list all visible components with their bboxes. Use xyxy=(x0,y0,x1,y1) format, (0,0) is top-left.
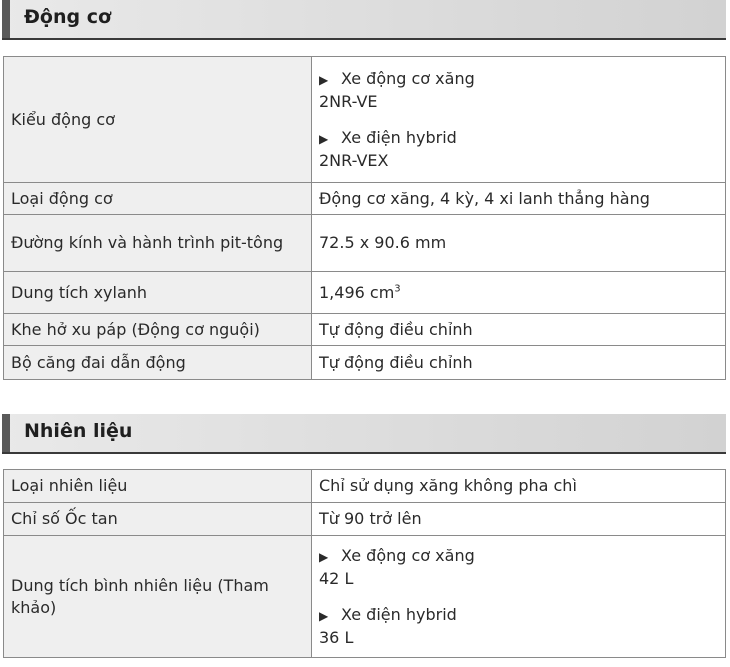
table-row xyxy=(4,183,726,215)
engine-spec-table xyxy=(3,56,726,380)
variant-label: Xe điện hybrid xyxy=(341,127,457,147)
row-label: Bộ căng đai dẫn động xyxy=(4,346,312,380)
row-label: Loại nhiên liệu xyxy=(4,470,312,503)
engine-code: 2NR-VEX xyxy=(319,150,389,170)
row-label: Đường kính và hành trình pit-tông xyxy=(4,215,312,272)
table-row xyxy=(4,470,726,503)
fuel-section-header xyxy=(2,414,726,454)
row-value xyxy=(312,272,726,314)
row-value: Tự động điều chỉnh xyxy=(312,346,726,380)
variant-label: Xe động cơ xăng xyxy=(341,545,475,565)
table-row xyxy=(4,314,726,346)
row-value xyxy=(312,536,726,658)
table-row xyxy=(4,503,726,536)
table-row xyxy=(4,57,726,183)
row-value: Động cơ xăng, 4 kỳ, 4 xi lanh thẳng hàng xyxy=(312,183,726,215)
table-row xyxy=(4,346,726,380)
engine-section-header xyxy=(2,0,726,40)
variant-label: Xe động cơ xăng xyxy=(341,68,475,88)
section-marker xyxy=(2,414,10,452)
section-marker xyxy=(2,0,10,38)
engine-code: 2NR-VE xyxy=(319,91,378,111)
play-arrow-icon: ▶ xyxy=(319,131,329,146)
play-arrow-icon: ▶ xyxy=(319,72,329,87)
row-value: Tự động điều chỉnh xyxy=(312,314,726,346)
row-value: Chỉ sử dụng xăng không pha chì xyxy=(312,470,726,503)
play-arrow-icon: ▶ xyxy=(319,608,329,623)
tank-capacity: 42 L xyxy=(319,568,354,588)
play-arrow-icon: ▶ xyxy=(319,549,329,564)
row-value: Từ 90 trở lên xyxy=(312,503,726,536)
variant-label: Xe điện hybrid xyxy=(341,604,457,624)
unit-superscript: 3 xyxy=(394,283,401,295)
table-row xyxy=(4,536,726,658)
row-label: Dung tích xylanh xyxy=(4,272,312,314)
table-row xyxy=(4,215,726,272)
row-value xyxy=(312,57,726,183)
fuel-section-title: Nhiên liệu xyxy=(24,420,133,442)
table-row xyxy=(4,272,726,314)
row-label: Kiểu động cơ xyxy=(4,57,312,183)
displacement-value: 1,496 cm xyxy=(319,282,395,302)
row-label: Loại động cơ xyxy=(4,183,312,215)
row-label: Chỉ số Ốc tan xyxy=(4,503,312,536)
row-label: Dung tích bình nhiên liệu (Tham khảo) xyxy=(4,536,312,658)
engine-section-title: Động cơ xyxy=(24,6,112,28)
row-value: 72.5 x 90.6 mm xyxy=(312,215,726,272)
tank-capacity: 36 L xyxy=(319,627,354,647)
row-label: Khe hở xu páp (Động cơ nguội) xyxy=(4,314,312,346)
fuel-spec-table xyxy=(3,469,726,658)
